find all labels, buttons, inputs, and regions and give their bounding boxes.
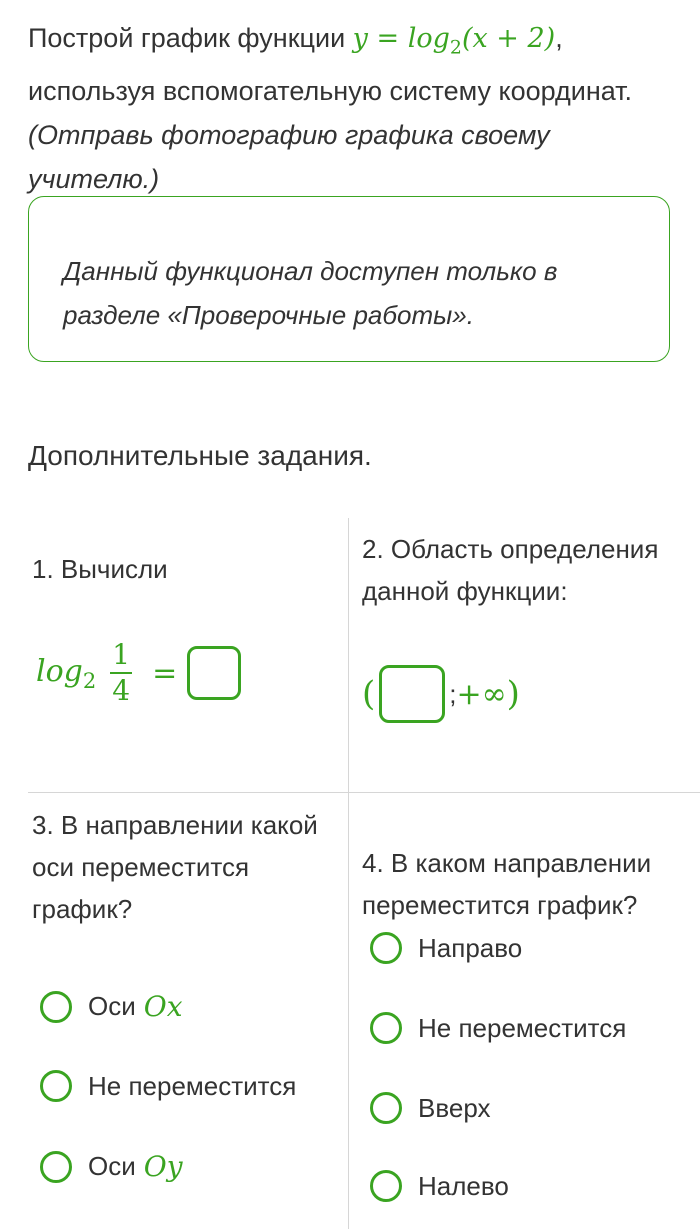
formula-log: log xyxy=(407,23,450,54)
q1-denominator: 4 xyxy=(112,674,131,707)
task-line2: используя вспомогательную систему координат. xyxy=(28,76,633,107)
radio-button[interactable] xyxy=(40,1151,72,1183)
radio-button[interactable] xyxy=(40,1070,72,1102)
q4-option-up[interactable] xyxy=(370,1092,491,1124)
q3-option-none[interactable] xyxy=(40,1070,296,1102)
formula-argument: (x + 2) xyxy=(461,23,556,54)
radio-button[interactable] xyxy=(370,1170,402,1202)
q2-separator: ; xyxy=(449,678,457,709)
notice-box xyxy=(28,196,670,362)
question-4-label: 4. В каком направлении переместится график? xyxy=(362,848,652,920)
formula-base: 2 xyxy=(449,36,462,59)
q3-option-ox[interactable] xyxy=(40,990,183,1023)
q2-close-paren: ) xyxy=(506,674,520,714)
grid-divider-horizontal xyxy=(28,792,700,793)
question-3-label: 3. В направлении какой оси переместится график? xyxy=(32,810,318,924)
task-line3: (Отправь фотографию графика своему учителю.) xyxy=(28,120,550,195)
radio-button[interactable] xyxy=(40,991,72,1023)
q1-log-base: 2 xyxy=(82,668,97,693)
q3-option-label: Оси xyxy=(88,991,136,1021)
formula-equals: = xyxy=(367,23,408,54)
radio-button[interactable] xyxy=(370,932,402,964)
q4-option-label: Вверх xyxy=(418,1092,491,1123)
radio-button[interactable] xyxy=(370,1092,402,1124)
q4-option-label: Направо xyxy=(418,932,523,963)
q2-open-paren: ( xyxy=(362,674,376,714)
question-1-expression xyxy=(36,628,241,718)
q1-fraction xyxy=(108,638,134,708)
q4-option-label: Не переместится xyxy=(418,1012,627,1043)
q1-answer-input[interactable] xyxy=(187,646,241,700)
q1-equals: = xyxy=(152,655,178,691)
q1-log-text: log xyxy=(36,653,83,689)
question-2-label: 2. Область определения данной функции: xyxy=(362,534,659,606)
q4-option-right[interactable] xyxy=(370,932,522,964)
notice-text: Данный функционал доступен только в разделе «Проверочные работы». xyxy=(63,256,558,330)
q3-option-variable: Ox xyxy=(143,990,183,1023)
function-formula xyxy=(352,23,556,59)
q3-option-label: Оси xyxy=(88,1151,136,1181)
task-line1-suffix: , xyxy=(555,23,563,53)
q1-log xyxy=(36,654,96,693)
q1-numerator: 1 xyxy=(112,638,131,671)
task-description xyxy=(28,16,678,201)
section-title: Дополнительные задания. xyxy=(28,440,372,471)
task-line1-prefix: Построй график функции xyxy=(28,23,353,53)
q4-option-none[interactable] xyxy=(370,1012,626,1044)
q4-option-label: Налево xyxy=(418,1170,509,1201)
q3-option-label: Не переместится xyxy=(88,1070,297,1101)
q4-option-left[interactable] xyxy=(370,1170,509,1202)
formula-y: y xyxy=(352,23,368,54)
question-2-expression xyxy=(362,662,520,726)
radio-button[interactable] xyxy=(370,1012,402,1044)
question-1-label: 1. Вычисли xyxy=(32,554,168,584)
q2-infinity: +∞ xyxy=(456,676,507,712)
q3-option-oy[interactable] xyxy=(40,1150,183,1183)
q3-option-variable: Oy xyxy=(143,1150,183,1183)
grid-divider-vertical xyxy=(348,518,349,1229)
q2-answer-input[interactable] xyxy=(379,665,445,723)
